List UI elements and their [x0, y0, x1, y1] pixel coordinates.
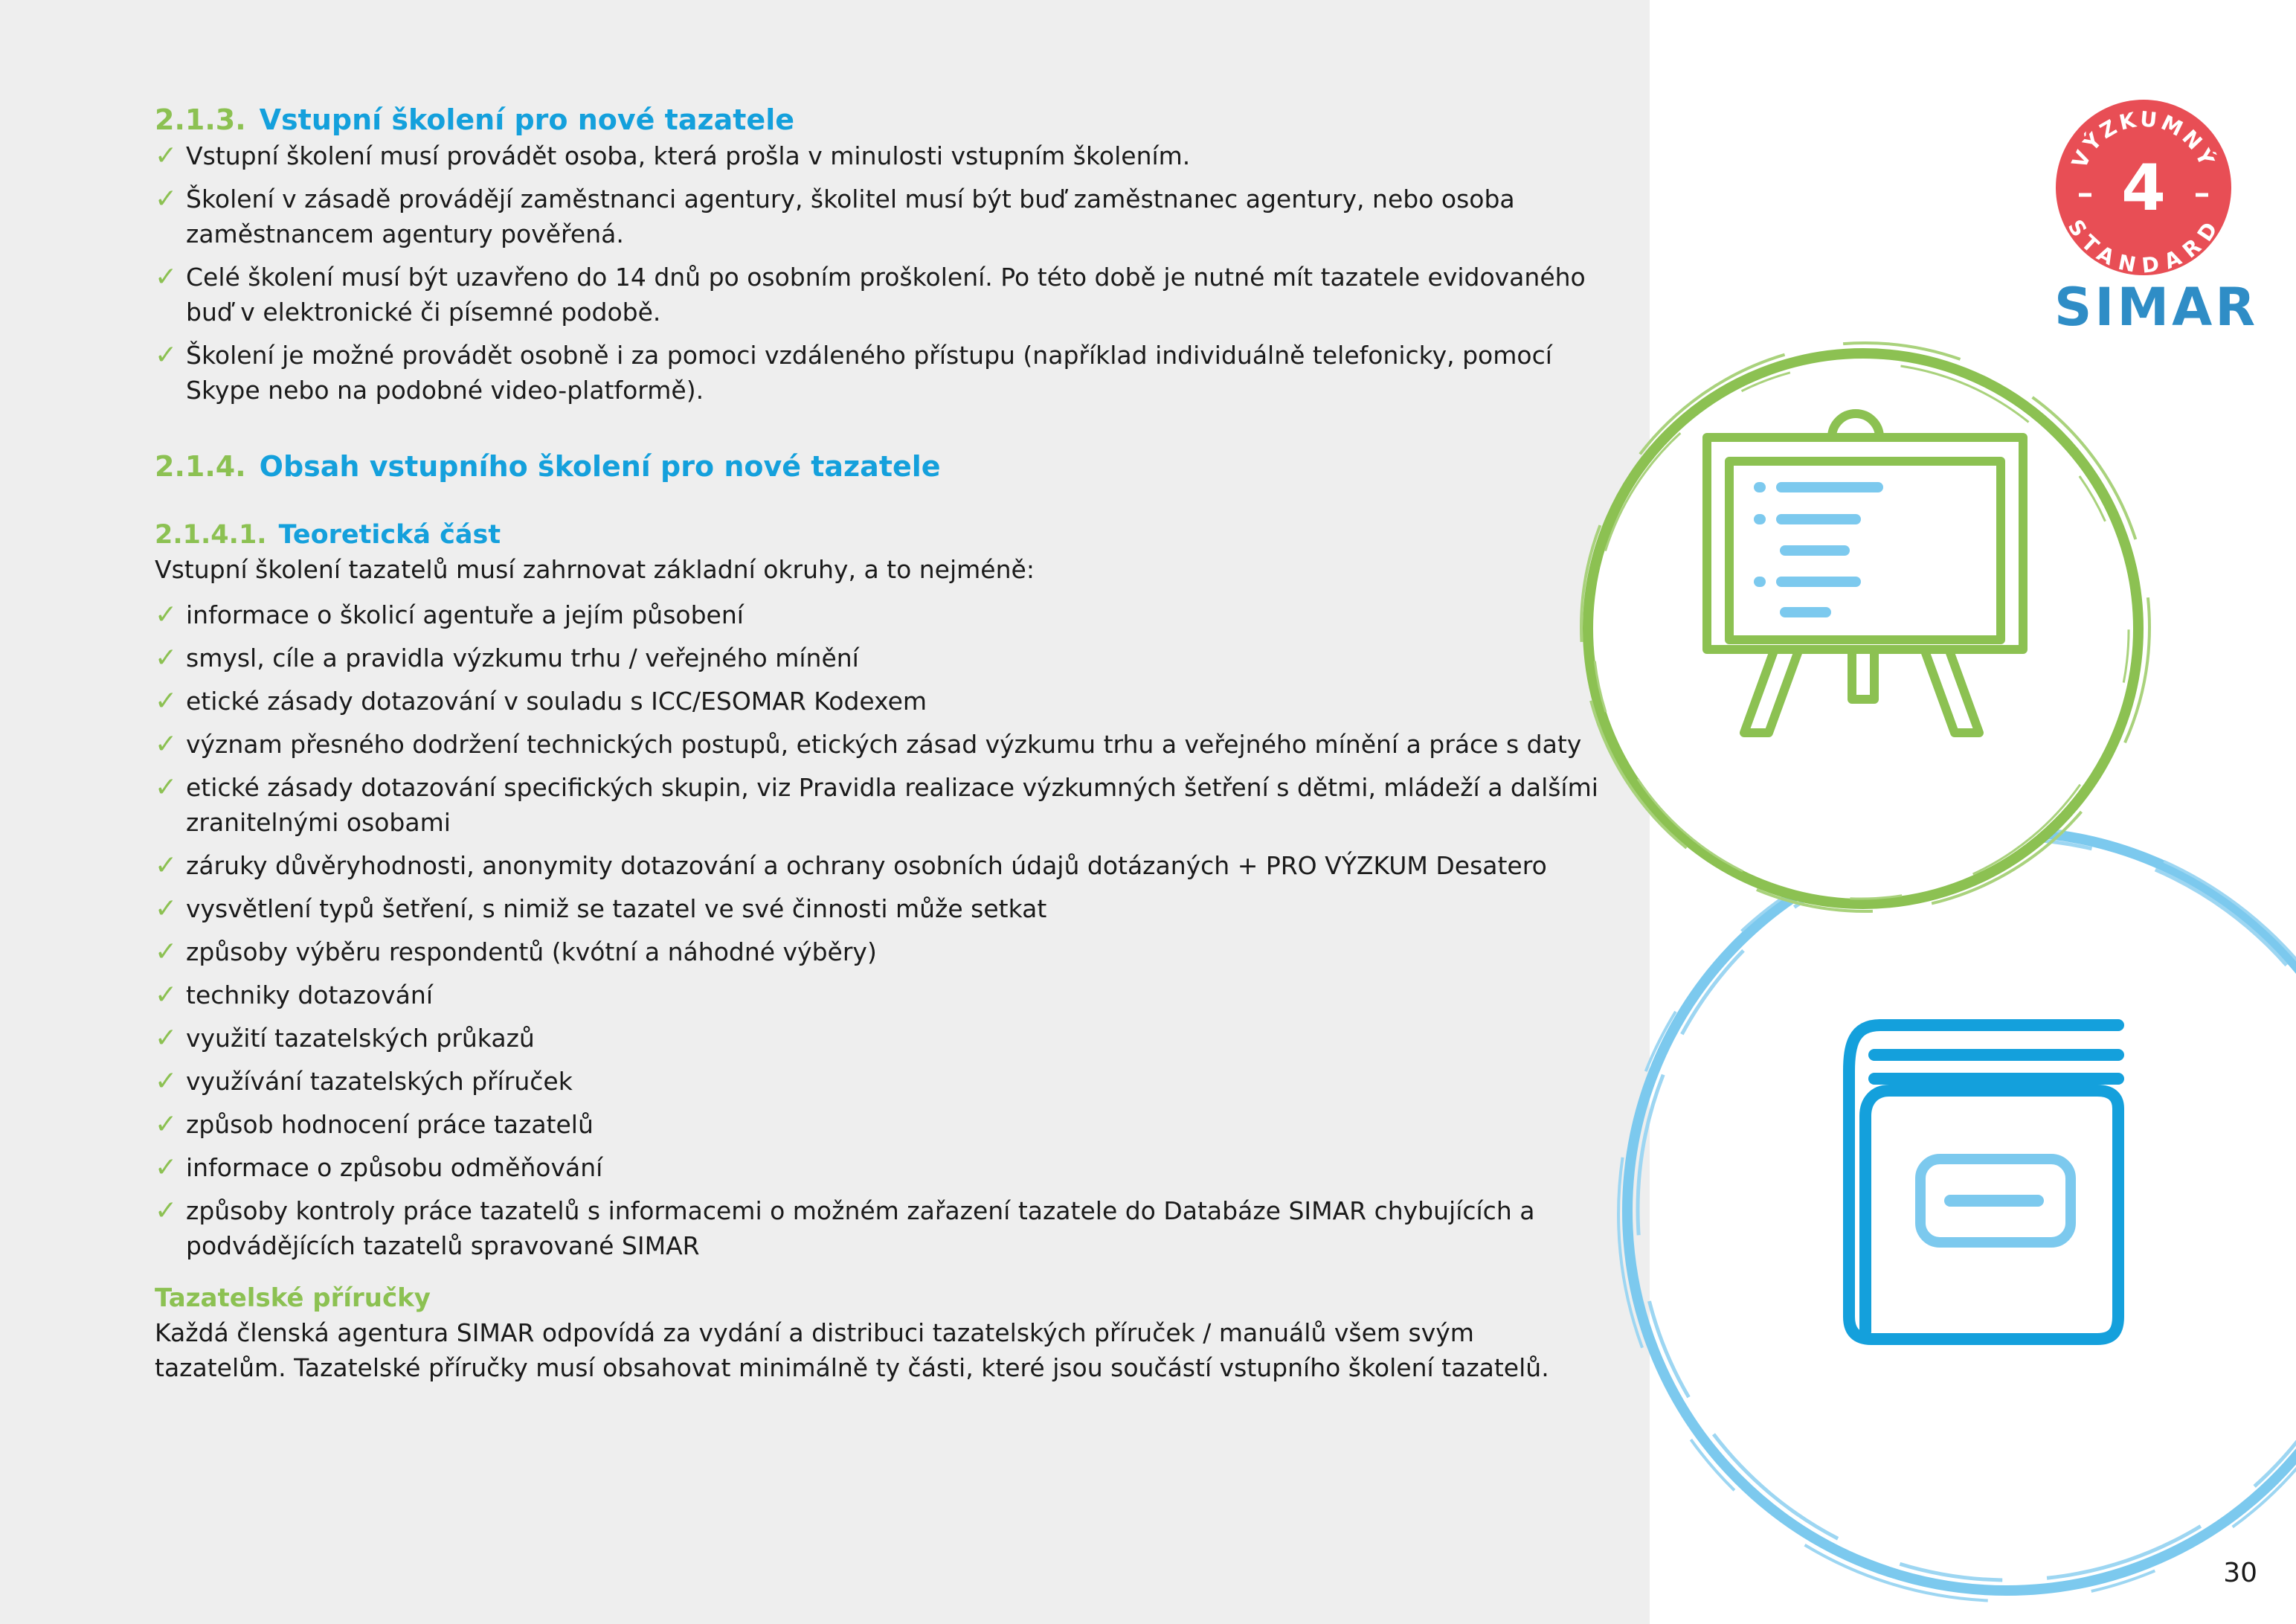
- check-icon: ✓: [155, 184, 178, 214]
- list-item-text: význam přesného dodržení technických postupů, etických zásad výzkumu trhu a veřejného mínění a práce s daty: [186, 730, 1582, 759]
- list-item-text: Školení je možné provádět osobně i za pomoci vzdáleného přístupu (například individuálně telefonicky, pomocí Skype nebo na podobné video-platformě).: [186, 341, 1552, 405]
- handbooks-text: Každá členská agentura SIMAR odpovídá za vydání a distribuci tazatelských příruček / manuálů všem svým tazatelům. Tazatelské příručky musí obsahovat minimálně ty části, které jsou součástí vstupního školení tazatelů.: [155, 1318, 1549, 1382]
- list-item-text: záruky důvěryhodnosti, anonymity dotazování a ochrany osobních údajů dotázaných + PRO VÝZKUM Desatero: [186, 851, 1547, 880]
- check-icon: ✓: [155, 893, 178, 924]
- handbooks-heading: Tazatelské příručky: [155, 1283, 431, 1313]
- list-item-text: vysvětlení typů šetření, s nimiž se tazatel ve své činnosti může setkat: [186, 894, 1047, 923]
- check-icon: ✓: [155, 850, 178, 881]
- list-item-text: Školení v zásadě provádějí zaměstnanci agentury, školitel musí být buď zaměstnanec agentury, nebo osoba zaměstnancem agentury pověřená.: [186, 184, 1515, 248]
- check-icon: ✓: [155, 1023, 178, 1053]
- check-icon: ✓: [155, 729, 178, 760]
- list-item-text: informace o školicí agentuře a jejím působení: [186, 600, 744, 629]
- research-standard-badge: [2056, 100, 2231, 278]
- list-item-text: informace o způsobu odměňování: [186, 1153, 603, 1182]
- check-icon: ✓: [155, 340, 178, 370]
- check-icon: ✓: [155, 600, 178, 630]
- list-item-text: způsob hodnocení práce tazatelů: [186, 1110, 594, 1139]
- blue-circle-decoration: [1618, 827, 2296, 1601]
- check-icon: ✓: [155, 937, 178, 967]
- check-icon: ✓: [155, 1195, 178, 1226]
- check-icon: ✓: [155, 980, 178, 1010]
- list-item-text: Celé školení musí být uzavřeno do 14 dnů po osobním proškolení. Po této době je nutné mít tazatele evidovaného buď v elektronické či písemné podobě.: [186, 263, 1586, 327]
- check-icon: ✓: [155, 686, 178, 716]
- section-number: 2.1.3.: [155, 103, 246, 136]
- list-item-text: etické zásady dotazování v souladu s ICC/ESOMAR Kodexem: [186, 687, 927, 716]
- page-number: 30: [2223, 1558, 2257, 1588]
- section-title: Obsah vstupního školení pro nové tazatele: [259, 450, 941, 483]
- check-icon: ✓: [155, 262, 178, 292]
- list-item-text: využití tazatelských průkazů: [186, 1024, 535, 1053]
- badge-arc-top: VÝZKUMNÝ: [2067, 106, 2220, 173]
- check-icon: ✓: [155, 1066, 178, 1097]
- list-item-text: Vstupní školení musí provádět osoba, která prošla v minulosti vstupním školením.: [186, 141, 1191, 170]
- list-item-text: smysl, cíle a pravidla výzkumu trhu / veřejného mínění: [186, 643, 859, 673]
- list-item-text: etické zásady dotazování specifických skupin, viz Pravidla realizace výzkumných šetření s dětmi, mládeží a dalšími zranitelnými osobami: [186, 773, 1598, 837]
- check-icon: ✓: [155, 772, 178, 803]
- green-circle-decoration: [1581, 343, 2149, 911]
- check-icon: ✓: [155, 141, 178, 171]
- book-icon: [1849, 1025, 2118, 1339]
- list-item-text: využívání tazatelských příruček: [186, 1067, 573, 1096]
- check-icon: ✓: [155, 643, 178, 673]
- section-intro: Vstupní školení tazatelů musí zahrnovat základní okruhy, a to nejméně:: [155, 555, 1035, 584]
- badge-arc-bottom: STANDARD: [2062, 215, 2225, 278]
- section-title: Teoretická část: [278, 520, 501, 550]
- list-item-text: způsoby výběru respondentů (kvótní a náhodné výběry): [186, 937, 877, 966]
- section-number: 2.1.4.1.: [155, 520, 267, 550]
- section-title: Vstupní školení pro nové tazatele: [259, 103, 794, 136]
- badge-number: 4: [2121, 151, 2166, 225]
- simar-logo: SIMAR: [2054, 277, 2259, 338]
- list-item-text: techniky dotazování: [186, 981, 433, 1010]
- check-icon: ✓: [155, 1152, 178, 1183]
- list-item-text: způsoby kontroly práce tazatelů s informacemi o možném zařazení tazatele do Databáze SIMAR chybujících a podvádějících tazatelů spravované SIMAR: [186, 1196, 1535, 1260]
- section-number: 2.1.4.: [155, 450, 246, 483]
- check-icon: ✓: [155, 1109, 178, 1140]
